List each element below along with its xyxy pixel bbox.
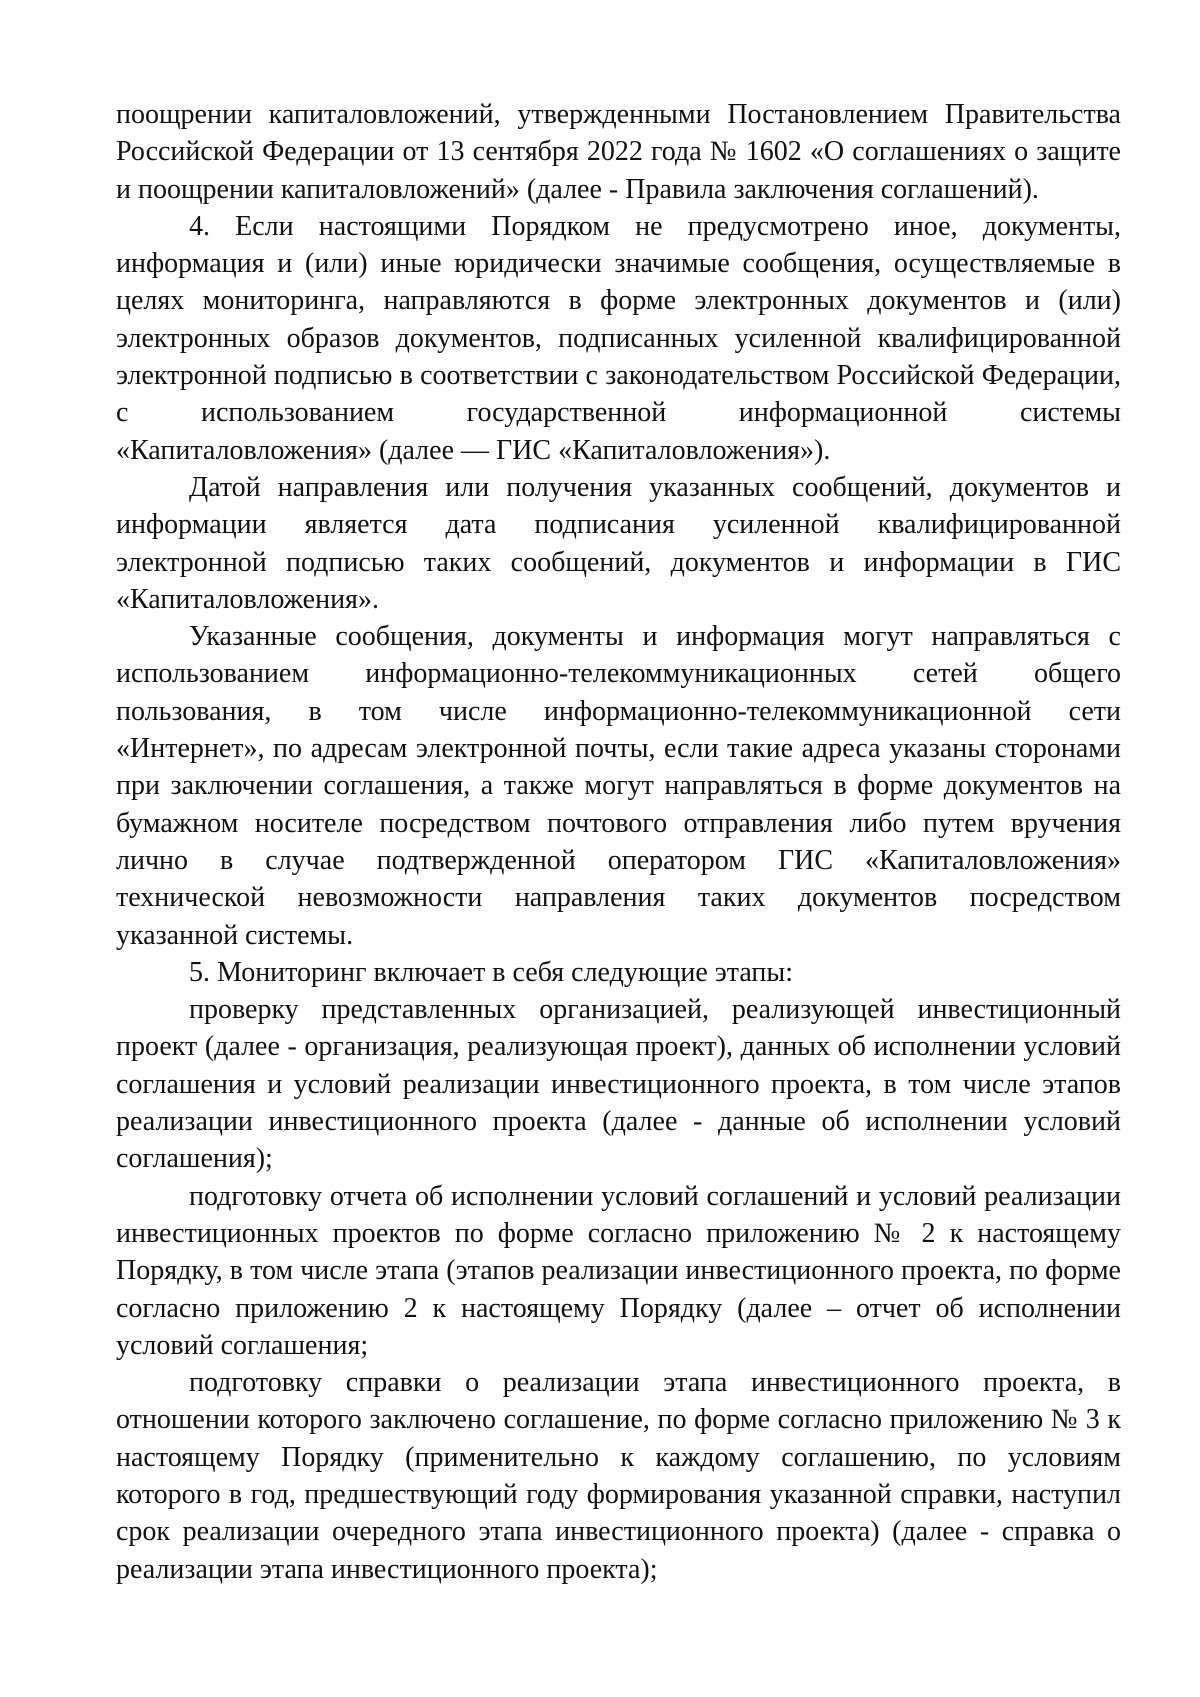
document-body bbox=[116, 96, 1121, 1588]
paragraph-date-of-sending: Датой направления или получения указанных сообщений, документов и информации является дата подписания усиленной квалифицированной электронной подписью таких сообщений, документов и информации в ГИС «Капиталовложения». bbox=[116, 471, 1121, 615]
paragraph-stage-certificate: подготовку справки о реализации этапа инвестиционного проекта, в отношении которого заключено соглашение, по форме согласно приложению № 3 к настоящему Порядку (применительно к каждому соглашению, по условиям которого в год, предшествующий году формирования указанной справки, наступил срок реализации очередного этапа инвестиционного проекта) (далее - справка о реализации этапа инвестиционного проекта); bbox=[116, 1367, 1121, 1585]
paragraph-item-5: 5. Мониторинг включает в себя следующие этапы: bbox=[189, 956, 793, 988]
paragraph-stage-report: подготовку отчета об исполнении условий соглашений и условий реализации инвестиционных проектов по форме согласно приложению № 2 к настоящему Порядку, в том числе этапа (этапов реализации инвестиционного проекта, по форме согласно приложению 2 к настоящему Порядку (далее – отчет об исполнении условий соглашения; bbox=[116, 1180, 1121, 1361]
paragraph-channels: Указанные сообщения, документы и информация могут направляться с использованием информационно-телекоммуникационных сетей общего пользования, в том числе информационно-телекоммуникационной сети «Интернет», по адресам электронной почты, если такие адреса указаны сторонами при заключении соглашения, а также могут направляться в форме документов на бумажном носителе посредством почтового отправления либо путем вручения лично в случае подтвержденной оператором ГИС «Капиталовложения» технической невозможности направления таких документов посредством указанной системы. bbox=[116, 621, 1121, 951]
paragraph-stage-verification: проверку представленных организацией, реализующей инвестиционный проект (далее - организация, реализующая проект), данных об исполнении условий соглашения и условий реализации инвестиционного проекта, в том числе этапов реализации инвестиционного проекта (далее - данные об исполнении условий соглашения); bbox=[116, 994, 1121, 1175]
paragraph-item-4: 4. Если настоящими Порядком не предусмотрено иное, документы, информация и (или) иные юридически значимые сообщения, осуществляемые в целях мониторинга, направляются в форме электронных документов и (или) электронных образов документов, подписанных усиленной квалифицированной электронной подписью в соответствии с законодательством Российской Федерации, с использованием государственной информационной системы «Капиталовложения» (далее — ГИС «Капиталовложения»). bbox=[116, 210, 1121, 466]
paragraph-continuation: поощрении капиталовложений, утвержденными Постановлением Правительства Российской Федерации от 13 сентября 2022 года № 1602 «О соглашениях о защите и поощрении капиталовложений» (далее - Правила заключения соглашений). bbox=[116, 99, 1121, 205]
